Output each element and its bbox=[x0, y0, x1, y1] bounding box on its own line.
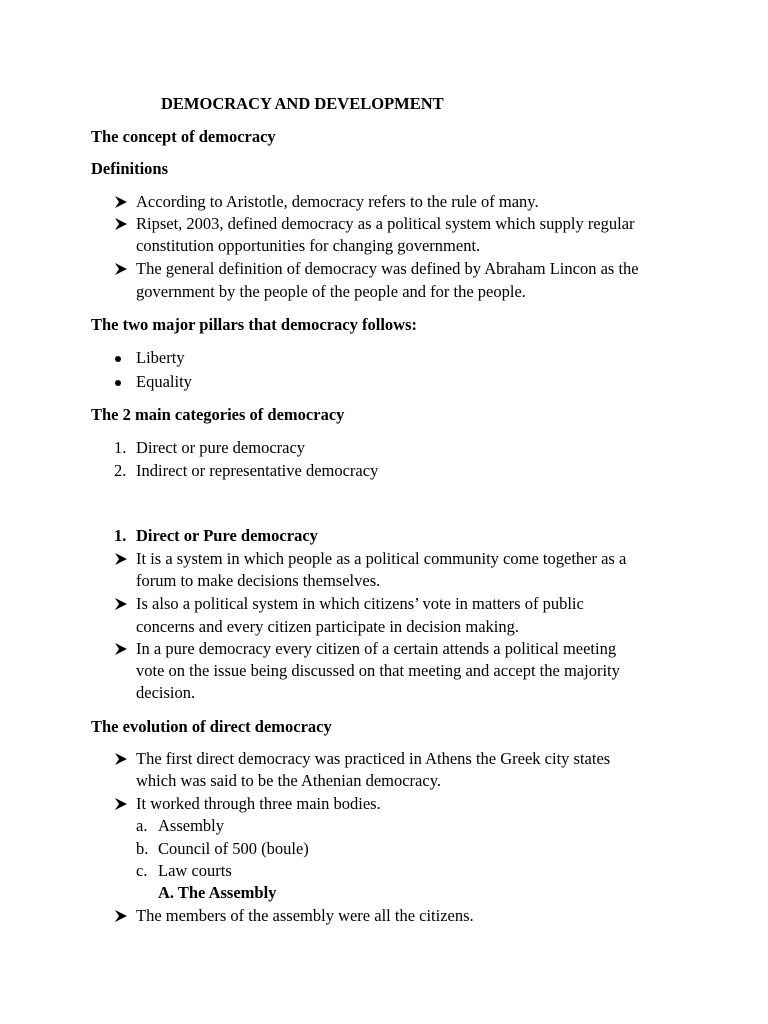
bullet-dot-icon bbox=[115, 356, 121, 362]
category-item: Indirect or representative democracy bbox=[136, 461, 379, 480]
list-number: 2. bbox=[114, 461, 127, 480]
arrow-bullet-icon bbox=[114, 748, 128, 766]
evolution-line: It worked through three main bodies. bbox=[136, 794, 381, 813]
list-number: 1. bbox=[114, 438, 127, 457]
arrow-bullet-icon bbox=[114, 548, 128, 566]
evolution-heading: The evolution of direct democracy bbox=[91, 717, 332, 736]
arrow-bullet-icon bbox=[114, 793, 128, 811]
arrow-bullet-icon bbox=[114, 191, 128, 209]
definitions-heading: Definitions bbox=[91, 159, 169, 178]
arrow-bullet-icon bbox=[114, 258, 128, 276]
categories-heading: The 2 main categories of democracy bbox=[91, 405, 345, 424]
arrow-bullet-icon bbox=[114, 593, 128, 611]
definition-line: constitution opportunities for changing government. bbox=[136, 236, 481, 255]
body-item: Council of 500 (boule) bbox=[158, 839, 309, 858]
definition-line: government by the people of the people and for the people. bbox=[136, 282, 526, 301]
evolution-line: which was said to be the Athenian democracy. bbox=[136, 771, 442, 790]
body-item: Assembly bbox=[158, 816, 224, 835]
direct-line: vote on the issue being discussed on that meeting and accept the majority bbox=[136, 661, 620, 680]
direct-line: forum to make decisions themselves. bbox=[136, 571, 381, 590]
definition-line: According to Aristotle, democracy refers to the rule of many. bbox=[136, 192, 539, 211]
arrow-bullet-icon bbox=[114, 905, 128, 923]
pillar-item: Liberty bbox=[136, 348, 185, 367]
list-letter: a. bbox=[136, 816, 148, 835]
pillar-item: Equality bbox=[136, 372, 192, 391]
document-title: DEMOCRACY AND DEVELOPMENT bbox=[161, 94, 444, 113]
assembly-subheading: A. The Assembly bbox=[158, 883, 277, 902]
category-item: Direct or pure democracy bbox=[136, 438, 306, 457]
direct-democracy-heading: Direct or Pure democracy bbox=[136, 526, 318, 545]
bullet-dot-icon bbox=[115, 380, 121, 386]
arrow-bullet-icon bbox=[114, 638, 128, 656]
direct-line: decision. bbox=[136, 683, 196, 702]
body-item: Law courts bbox=[158, 861, 232, 880]
list-letter: b. bbox=[136, 839, 149, 858]
definition-line: Ripset, 2003, defined democracy as a political system which supply regular bbox=[136, 214, 635, 233]
definition-line: The general definition of democracy was defined by Abraham Lincon as the bbox=[136, 259, 639, 278]
direct-line: It is a system in which people as a political community come together as a bbox=[136, 549, 627, 568]
direct-line: concerns and every citizen participate in decision making. bbox=[136, 617, 520, 636]
direct-line: Is also a political system in which citizens’ vote in matters of public bbox=[136, 594, 584, 613]
list-letter: c. bbox=[136, 861, 148, 880]
direct-line: In a pure democracy every citizen of a certain attends a political meeting bbox=[136, 639, 617, 658]
evolution-line: The members of the assembly were all the citizens. bbox=[136, 906, 474, 925]
evolution-line: The first direct democracy was practiced in Athens the Greek city states bbox=[136, 749, 611, 768]
pillars-heading: The two major pillars that democracy follows: bbox=[91, 315, 417, 334]
list-number: 1. bbox=[114, 526, 127, 545]
arrow-bullet-icon bbox=[114, 213, 128, 231]
concept-heading: The concept of democracy bbox=[91, 127, 276, 146]
